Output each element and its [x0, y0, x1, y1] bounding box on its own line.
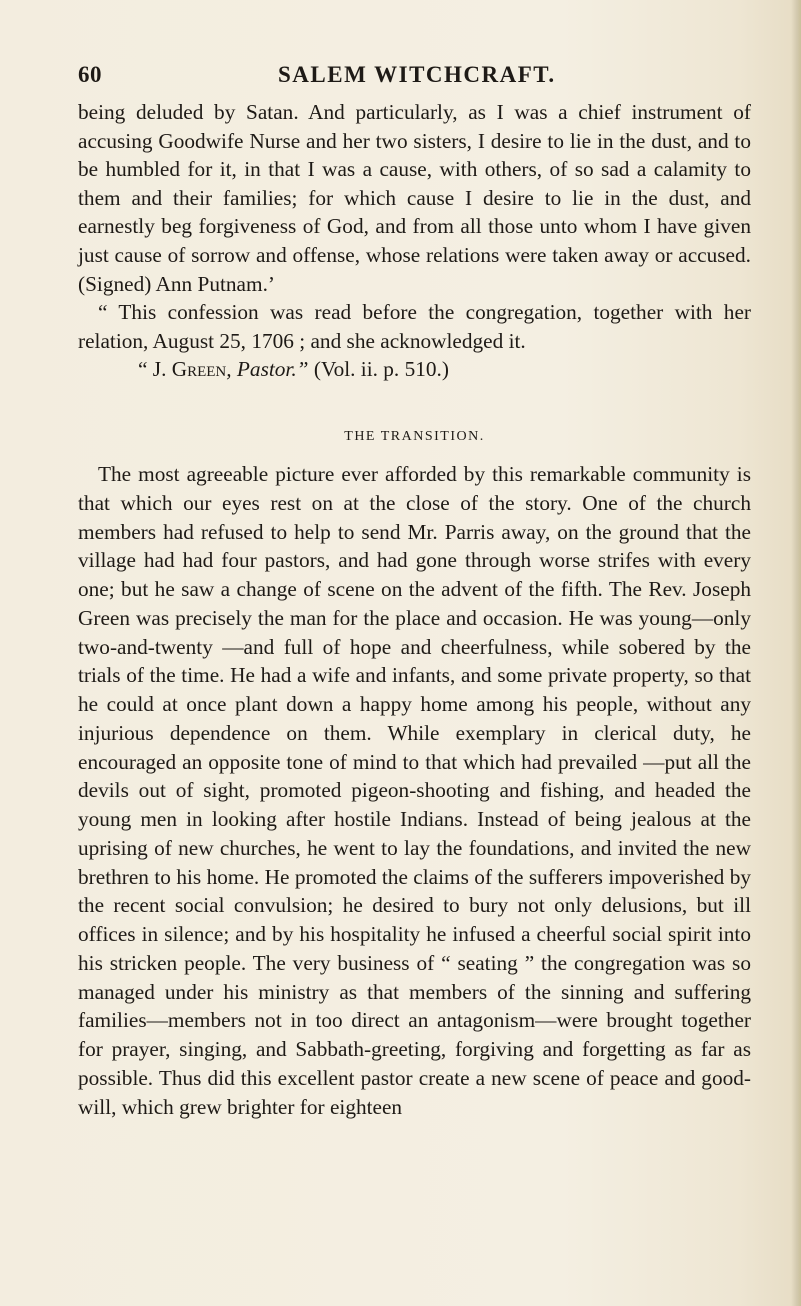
page-edge-shadow — [791, 0, 801, 1306]
section-heading: THE TRANSITION. — [344, 429, 485, 444]
confession-read-note: “ This confession was read before the congregation, together with her relation, August 25, 1706 ; and she acknowledged it. — [78, 300, 751, 353]
signature-title: , Pastor.” — [226, 357, 309, 382]
pastor-signature — [78, 355, 751, 384]
signature-reference: (Vol. ii. p. 510.) — [308, 357, 449, 382]
signature-name: Green — [171, 357, 227, 382]
page-number: 60 — [78, 62, 102, 87]
transition-text — [78, 460, 751, 1121]
signature-open: “ J. — [138, 357, 172, 382]
transition-paragraph: The most agreeable picture ever afforded by this remarkable community is that which our eyes rest on at the close of the story. One of the church members had refused to help to send Mr. Parris away, on the ground that the village had had four pastors, and had gone through worse strifes with every one; but he saw a change of scene on the advent of the fifth. The Rev. Joseph Green was precisely the man for the place and occasion. He was young—only two-and-twenty —and full of hope and cheerfulness, while sobered by the trials of the time. He had a wife and infants, and some private property, so that he could at once plant down a happy home among his people, without any injurious dependence on them. While exemplary in clerical duty, he encouraged an opposite tone of mind to that which had prevailed —put all the devils out of sight, promoted pigeon-shooting and fishing, and headed the young men in looking after hostile Indians. Instead of being jealous at the uprising of new churches, he went to lay the foundations, and invited the new brethren to his home. He promoted the claims of the sufferers impoverished by the recent social convulsion; he desired to bury not only delusions, but ill offices in silence; and by his hospitality he infused a cheerful social spirit into his stricken people. The very business of “ seating ” the congregation was so managed under his ministry as that members of the sinning and suffering families—members not in too direct an antagonism—were brought together for prayer, singing, and Sabbath-greeting, forgiving and forgetting as far as possible. Thus did this excellent pastor create a new scene of peace and good-will, which grew brighter for eighteen — [78, 462, 751, 1119]
confession-text — [78, 98, 751, 384]
page-header — [78, 62, 746, 88]
confession-paragraph: being deluded by Satan. And particularly, as I was a chief instrument of accusing Goodwife Nurse and her two sisters, I desire to lie in the dust, and to be humbled for it, in that I was a cause, with others, of so sad a calamity to them and their families; for which cause I desire to lie in the dust, and earnestly beg forgiveness of God, and from all those unto whom I have given just cause of sorrow and offense, whose relations were taken away or accused. (Signed) Ann Putnam.’ — [78, 100, 751, 296]
running-title: SALEM WITCHCRAFT. — [278, 62, 556, 87]
